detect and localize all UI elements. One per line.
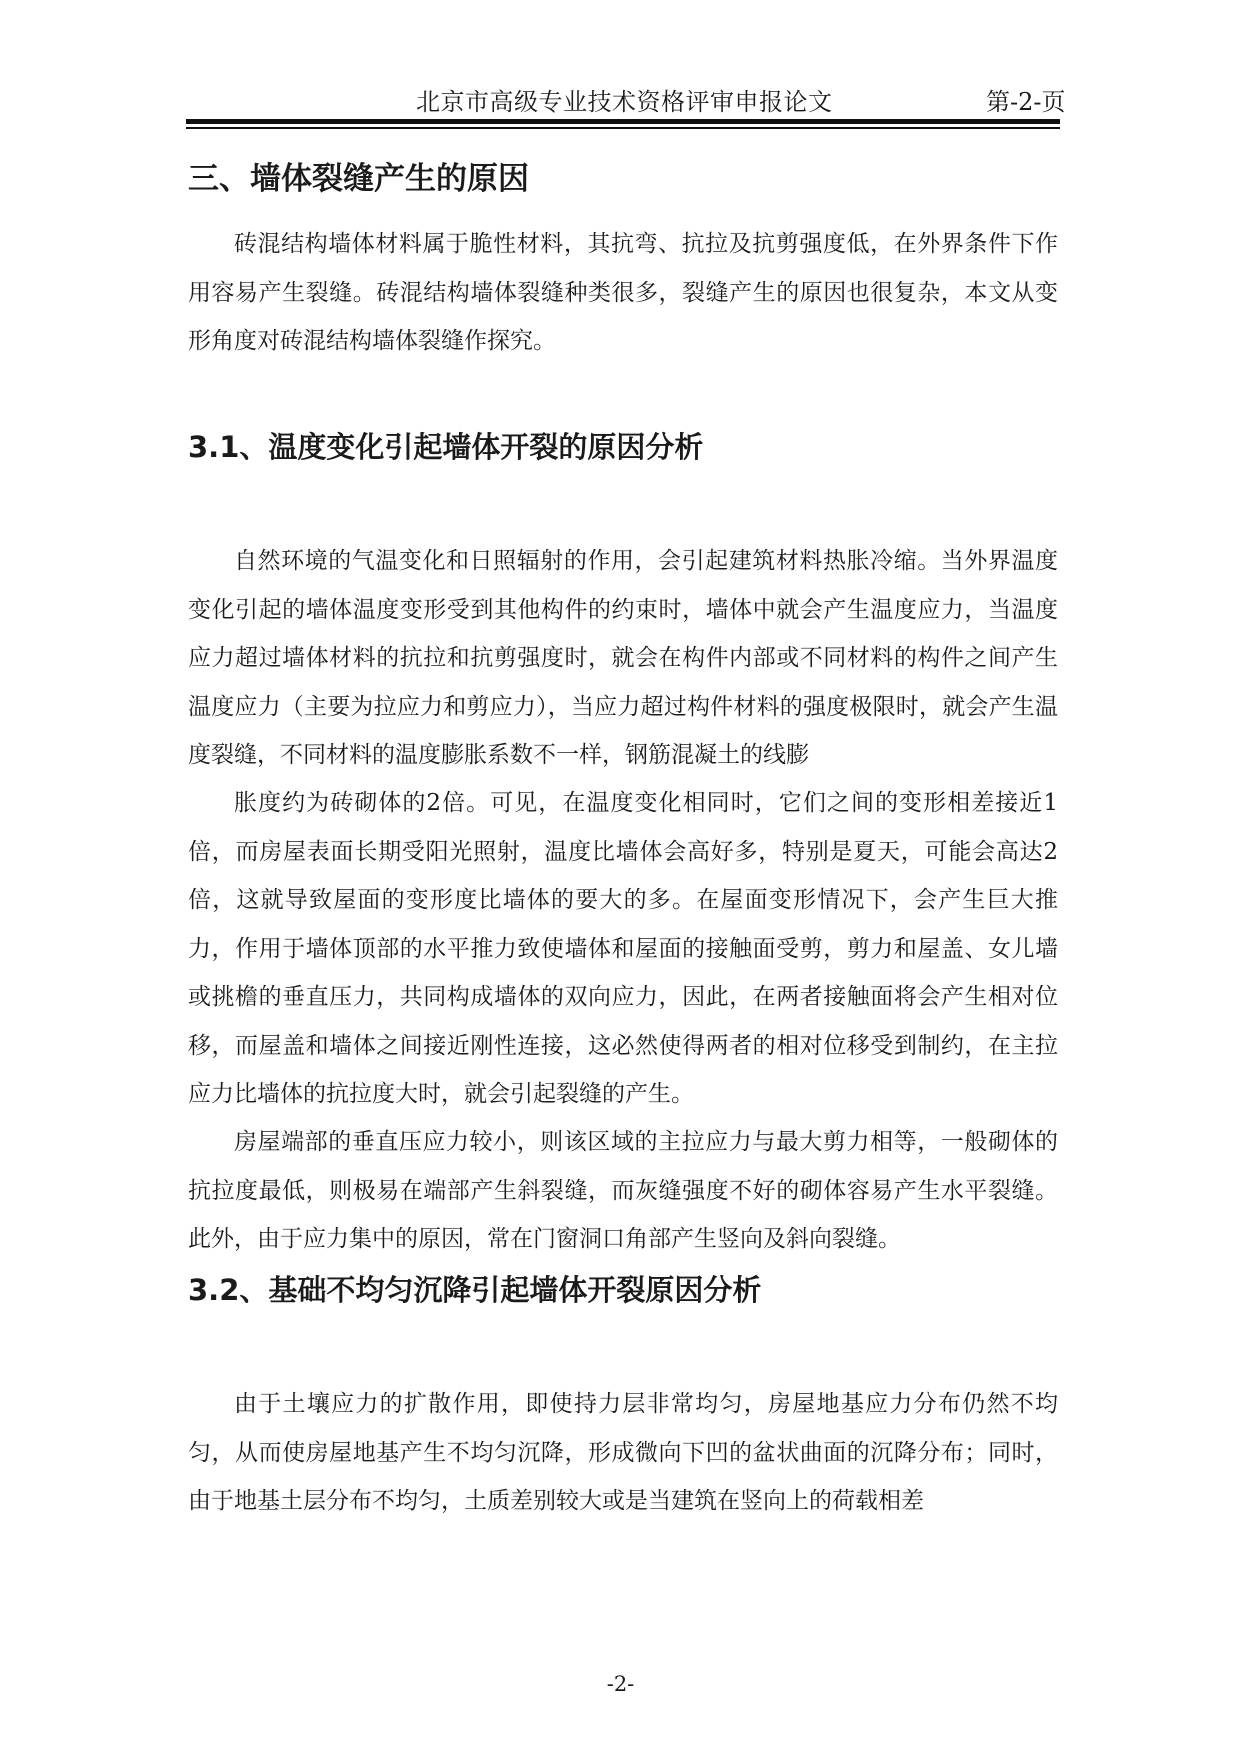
section-3-1-paragraph-2: 胀度约为砖砌体的2倍。可见，在温度变化相同时，它们之间的变形相差接近1倍，而房屋表面长期受阳光照射，温度比墙体会高好多，特别是夏天，可能会高达2倍，这就导致屋面的变形度比墙体的要大的多。在屋面变形情况下，会产生巨大推力，作用于墙体顶部的水平推力致使墙体和屋面的接触面受剪，剪力和屋盖、女儿墙或挑檐的垂直压力，共同构成墙体的双向应力，因此，在两者接触面将会产生相对位移，而屋盖和墙体之间接近刚性连接，这必然使得两者的相对位移受到制约，在主拉应力比墙体的抗拉度大时，就会引起裂缝的产生。 xyxy=(188,790,1058,1107)
header-rule-thick xyxy=(186,119,1060,124)
section-3-1-paragraph-3: 房屋端部的垂直压应力较小，则该区域的主拉应力与最大剪力相等，一般砌体的抗拉度最低，则极易在端部产生斜裂缝，而灰缝强度不好的砌体容易产生水平裂缝。此外，由于应力集中的原因，常在门窗洞口角部产生竖向及斜向裂缝。 xyxy=(188,1129,1058,1252)
section-3-1-heading: 3.1、温度变化引起墙体开裂的原因分析 xyxy=(188,430,704,464)
section-3-2-heading: 3.2、基础不均匀沉降引起墙体开裂原因分析 xyxy=(188,1273,762,1307)
section-3-intro-paragraph: 砖混结构墙体材料属于脆性材料，其抗弯、抗拉及抗剪强度低，在外界条件下作用容易产生裂缝。砖混结构墙体裂缝种类很多，裂缝产生的原因也很复杂，本文从变形角度对砖混结构墙体裂缝作探究。 xyxy=(188,231,1058,354)
section-3-heading: 三、墙体裂缝产生的原因 xyxy=(188,161,529,197)
header-page-label: 第-2-页 xyxy=(986,88,1066,116)
section-3-2-paragraph-1: 由于土壤应力的扩散作用，即使持力层非常均匀，房屋地基应力分布仍然不均匀，从而使房屋地基产生不均匀沉降，形成微向下凹的盆状曲面的沉降分布；同时，由于地基土层分布不均匀，土质差别较大或是当建筑在竖向上的荷载相差 xyxy=(188,1391,1058,1514)
section-3-1-paragraph-1: 自然环境的气温变化和日照辐射的作用，会引起建筑材料热胀冷缩。当外界温度变化引起的墙体温度变形受到其他构件的约束时，墙体中就会产生温度应力，当温度应力超过墙体材料的抗拉和抗剪强度时，就会在构件内部或不同材料的构件之间产生温度应力（主要为拉应力和剪应力），当应力超过构件材料的强度极限时，就会产生温度裂缝，不同材料的温度膨胀系数不一样，钢筋混凝土的线膨 xyxy=(188,548,1058,768)
header-title: 北京市高级专业技术资格评审申报论文 xyxy=(416,88,833,116)
footer-page-number: -2- xyxy=(606,1672,635,1696)
header-rule-thin xyxy=(186,127,1060,129)
